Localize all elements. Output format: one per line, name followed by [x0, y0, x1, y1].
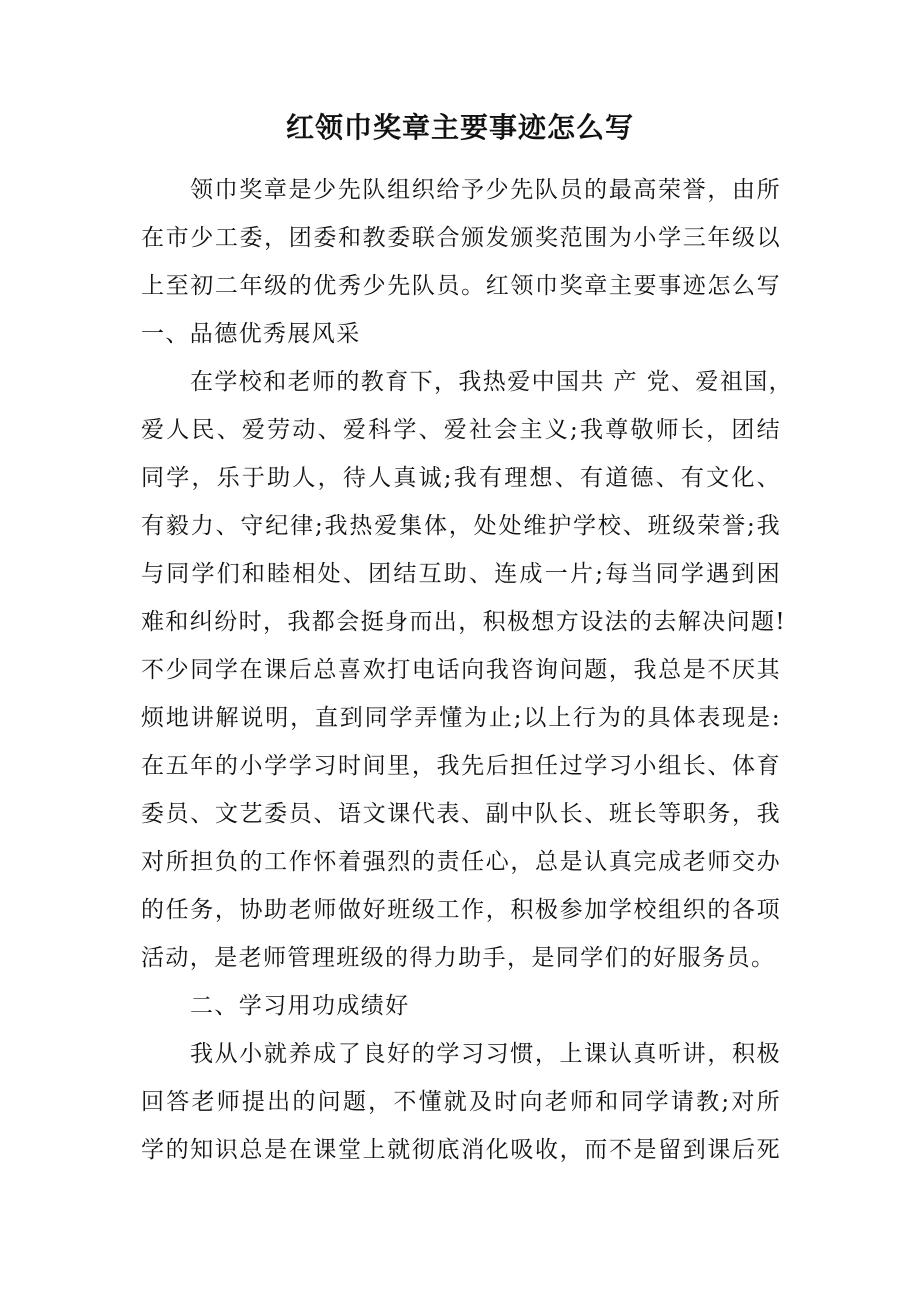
paragraph-line: 回答老师提出的问题，不懂就及时向老师和同学请教;对所: [141, 1089, 781, 1115]
paragraph-line: 在市少工委，团委和教委联合颁发颁奖范围为小学三年级以: [141, 225, 781, 251]
paragraph-line: 爱人民、爱劳动、爱科学、爱社会主义;我尊敬师长，团结: [141, 417, 781, 443]
paragraph-line: 对所担负的工作怀着强烈的责任心，总是认真完成老师交办: [141, 849, 781, 875]
paragraph-line: 难和纠纷时，我都会挺身而出，积极想方设法的去解决问题!: [141, 609, 787, 635]
paragraph-line: 我从小就养成了良好的学习习惯，上课认真听讲，积极: [190, 1041, 781, 1067]
paragraph-line: 有毅力、守纪律;我热爱集体，处处维护学校、班级荣誉;我: [141, 513, 781, 539]
section-heading: 二、学习用功成绩好: [190, 993, 410, 1019]
paragraph-line: 领巾奖章是少先队组织给予少先队员的最高荣誉，由所: [190, 177, 781, 203]
document-title: 红领巾奖章主要事迹怎么写: [285, 111, 634, 144]
section-heading: 一、品德优秀展风采: [141, 321, 361, 347]
paragraph-line: 不少同学在课后总喜欢打电话向我咨询问题，我总是不厌其: [141, 657, 781, 683]
paragraph-line: 的任务，协助老师做好班级工作，积极参加学校组织的各项: [141, 897, 781, 923]
paragraph-line: 委员、文艺委员、语文课代表、副中队长、班长等职务，我: [141, 801, 781, 827]
paragraph-line: 与同学们和睦相处、团结互助、连成一片;每当同学遇到困: [141, 561, 781, 587]
paragraph-line: 同学，乐于助人，待人真诚;我有理想、有道德、有文化、: [141, 465, 781, 491]
paragraph-line: 在五年的小学学习时间里，我先后担任过学习小组长、体育: [141, 753, 781, 779]
paragraph-line: 烦地讲解说明，直到同学弄懂为止;以上行为的具体表现是:: [141, 705, 781, 731]
paragraph-line: 在学校和老师的教育下，我热爱中国共 产 党、爱祖国，: [190, 369, 794, 395]
paragraph-line: 学的知识总是在课堂上就彻底消化吸收，而不是留到课后死: [141, 1137, 781, 1163]
paragraph-line: 上至初二年级的优秀少先队员。红领巾奖章主要事迹怎么写: [141, 273, 781, 299]
paragraph-line: 活动，是老师管理班级的得力助手，是同学们的好服务员。: [141, 945, 776, 971]
